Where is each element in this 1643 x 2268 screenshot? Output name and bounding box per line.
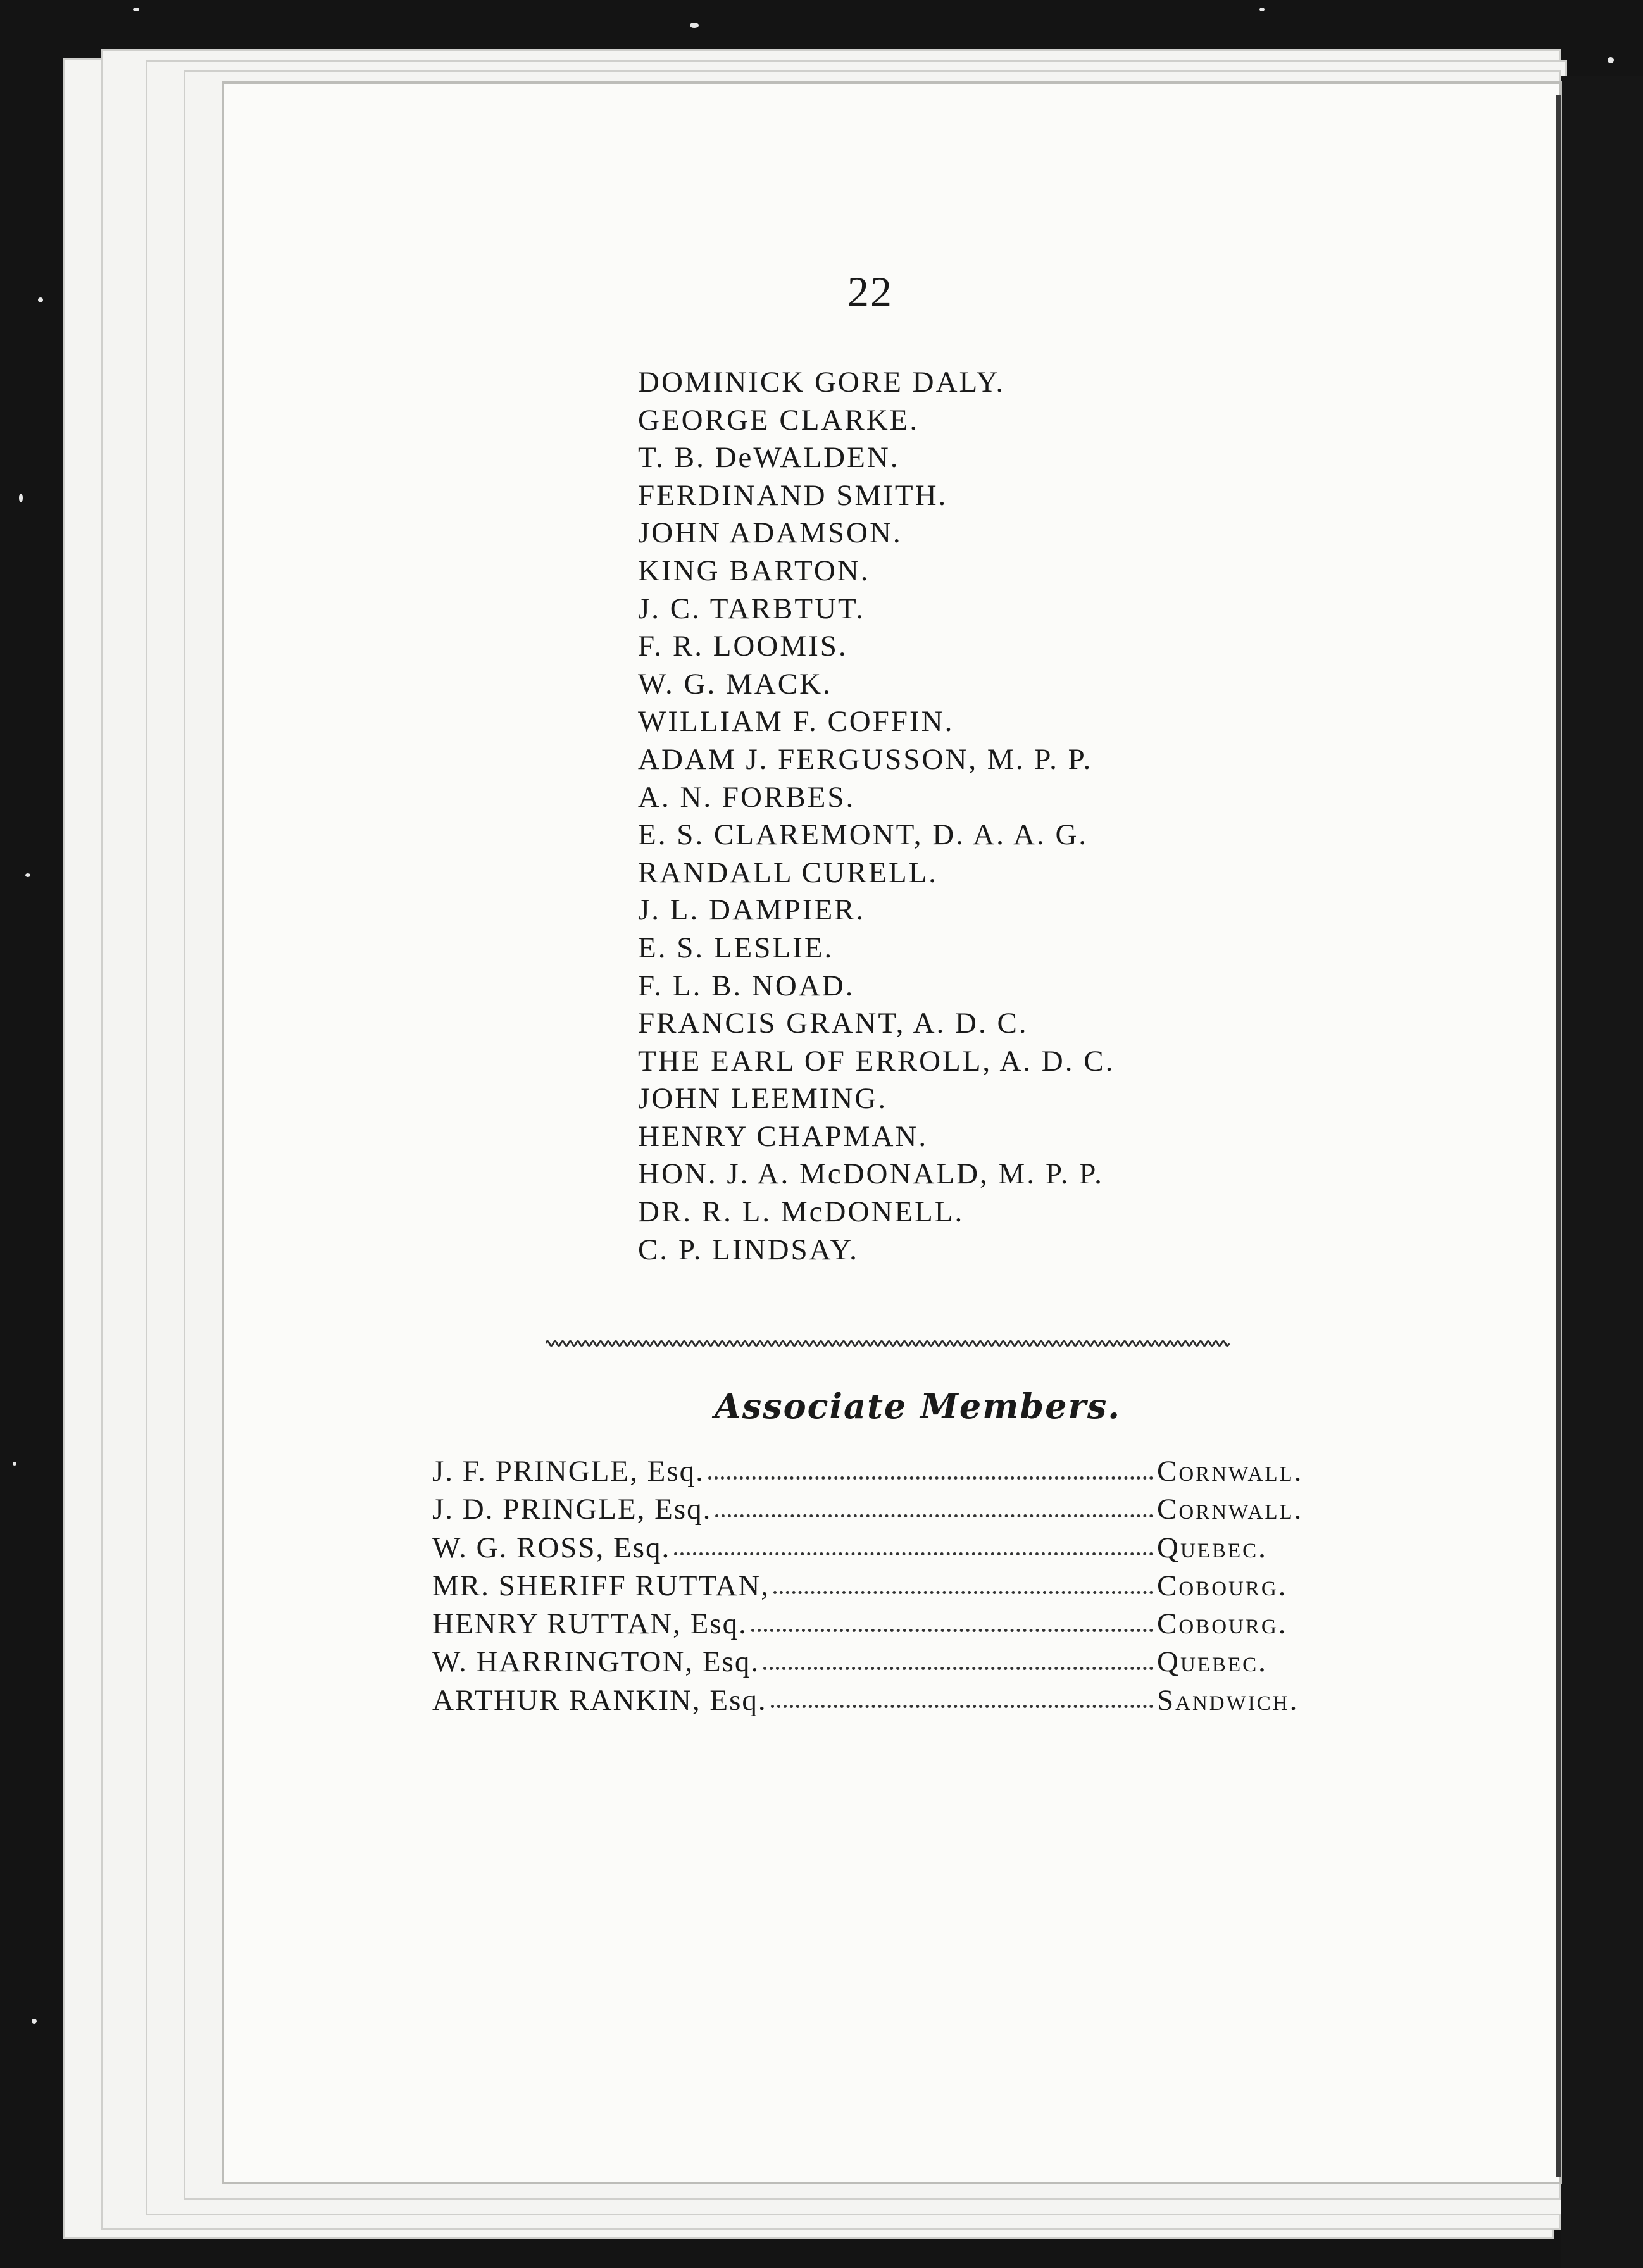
member-name: F. R. LOOMIS. xyxy=(638,630,848,663)
member-name: WILLIAM F. COFFIN. xyxy=(638,705,954,738)
scan-speck xyxy=(19,494,23,502)
scan-speck xyxy=(1608,57,1614,63)
dot-leader xyxy=(771,1705,1153,1708)
associate-members-heading: Associate Members. xyxy=(714,1386,1121,1426)
member-name: THE EARL OF ERROLL, A. D. C. xyxy=(638,1044,1115,1078)
associate-member-row xyxy=(432,1643,1315,1681)
associate-member-name: HENRY RUTTAN, Esq. xyxy=(432,1607,747,1641)
member-name: A. N. FORBES. xyxy=(638,780,856,814)
page-right-border xyxy=(1556,95,1561,2177)
member-name: E. S. LESLIE. xyxy=(638,931,834,964)
member-name: HENRY CHAPMAN. xyxy=(638,1119,928,1153)
member-name: E. S. CLAREMONT, D. A. A. G. xyxy=(638,818,1089,852)
scan-speck xyxy=(32,2019,37,2024)
member-name: C. P. LINDSAY. xyxy=(638,1233,859,1266)
scan-speck xyxy=(690,23,699,28)
member-list xyxy=(638,364,1115,1269)
page-number: 22 xyxy=(847,268,893,316)
dot-leader xyxy=(763,1667,1153,1670)
member-name: J. L. DAMPIER. xyxy=(638,894,866,927)
dot-leader xyxy=(674,1552,1153,1555)
scan-speck xyxy=(25,873,30,877)
associate-member-place: Cornwall. xyxy=(1157,1493,1304,1526)
associate-member-name: W. HARRINGTON, Esq. xyxy=(432,1645,760,1679)
member-name: F. L. B. NOAD. xyxy=(638,969,855,1002)
associate-member-place: Quebec. xyxy=(1157,1531,1268,1564)
associate-member-row xyxy=(432,1452,1315,1490)
dot-leader xyxy=(773,1591,1153,1594)
associate-member-name: J. F. PRINGLE, Esq. xyxy=(432,1455,704,1488)
member-name: T. B. DeWALDEN. xyxy=(638,441,900,475)
associate-member-place: Cobourg. xyxy=(1157,1569,1288,1602)
dot-leader xyxy=(708,1476,1153,1480)
scan-speck xyxy=(133,8,139,11)
member-name: GEORGE CLARKE. xyxy=(638,403,920,437)
scan-speck xyxy=(38,297,43,302)
associate-member-place: Cornwall. xyxy=(1157,1455,1304,1488)
member-name: ADAM J. FERGUSSON, M. P. P. xyxy=(638,742,1093,776)
member-name: W. G. MACK. xyxy=(638,667,832,701)
scan-background-right xyxy=(1561,76,1643,2268)
associate-member-row xyxy=(432,1681,1315,1719)
associate-member-place: Sandwich. xyxy=(1157,1683,1299,1717)
member-name: RANDALL CURELL. xyxy=(638,856,939,889)
wavy-divider xyxy=(546,1334,1232,1353)
associate-member-row xyxy=(432,1605,1315,1643)
associate-member-row xyxy=(432,1490,1315,1528)
member-name: JOHN LEEMING. xyxy=(638,1082,888,1116)
member-name: FRANCIS GRANT, A. D. C. xyxy=(638,1007,1028,1040)
associate-member-row xyxy=(432,1567,1315,1605)
dot-leader xyxy=(715,1514,1153,1517)
scan-speck xyxy=(1259,8,1265,11)
member-name: FERDINAND SMITH. xyxy=(638,478,948,512)
dot-leader xyxy=(751,1629,1153,1632)
associate-member-name: ARTHUR RANKIN, Esq. xyxy=(432,1683,767,1717)
member-name: DOMINICK GORE DALY. xyxy=(638,366,1006,399)
associate-member-name: MR. SHERIFF RUTTAN, xyxy=(432,1569,770,1602)
associate-member-row xyxy=(432,1529,1315,1567)
associate-member-place: Cobourg. xyxy=(1157,1607,1288,1641)
associate-member-name: J. D. PRINGLE, Esq. xyxy=(432,1493,712,1526)
associate-member-name: W. G. ROSS, Esq. xyxy=(432,1531,671,1564)
associate-member-list xyxy=(432,1452,1315,1719)
member-name: DR. R. L. McDONELL. xyxy=(638,1195,965,1229)
member-name: JOHN ADAMSON. xyxy=(638,516,903,550)
scan-speck xyxy=(13,1462,16,1466)
member-name: KING BARTON. xyxy=(638,554,870,587)
associate-member-place: Quebec. xyxy=(1157,1645,1268,1679)
member-name: J. C. TARBTUT. xyxy=(638,592,865,625)
member-name: HON. J. A. McDONALD, M. P. P. xyxy=(638,1157,1104,1191)
